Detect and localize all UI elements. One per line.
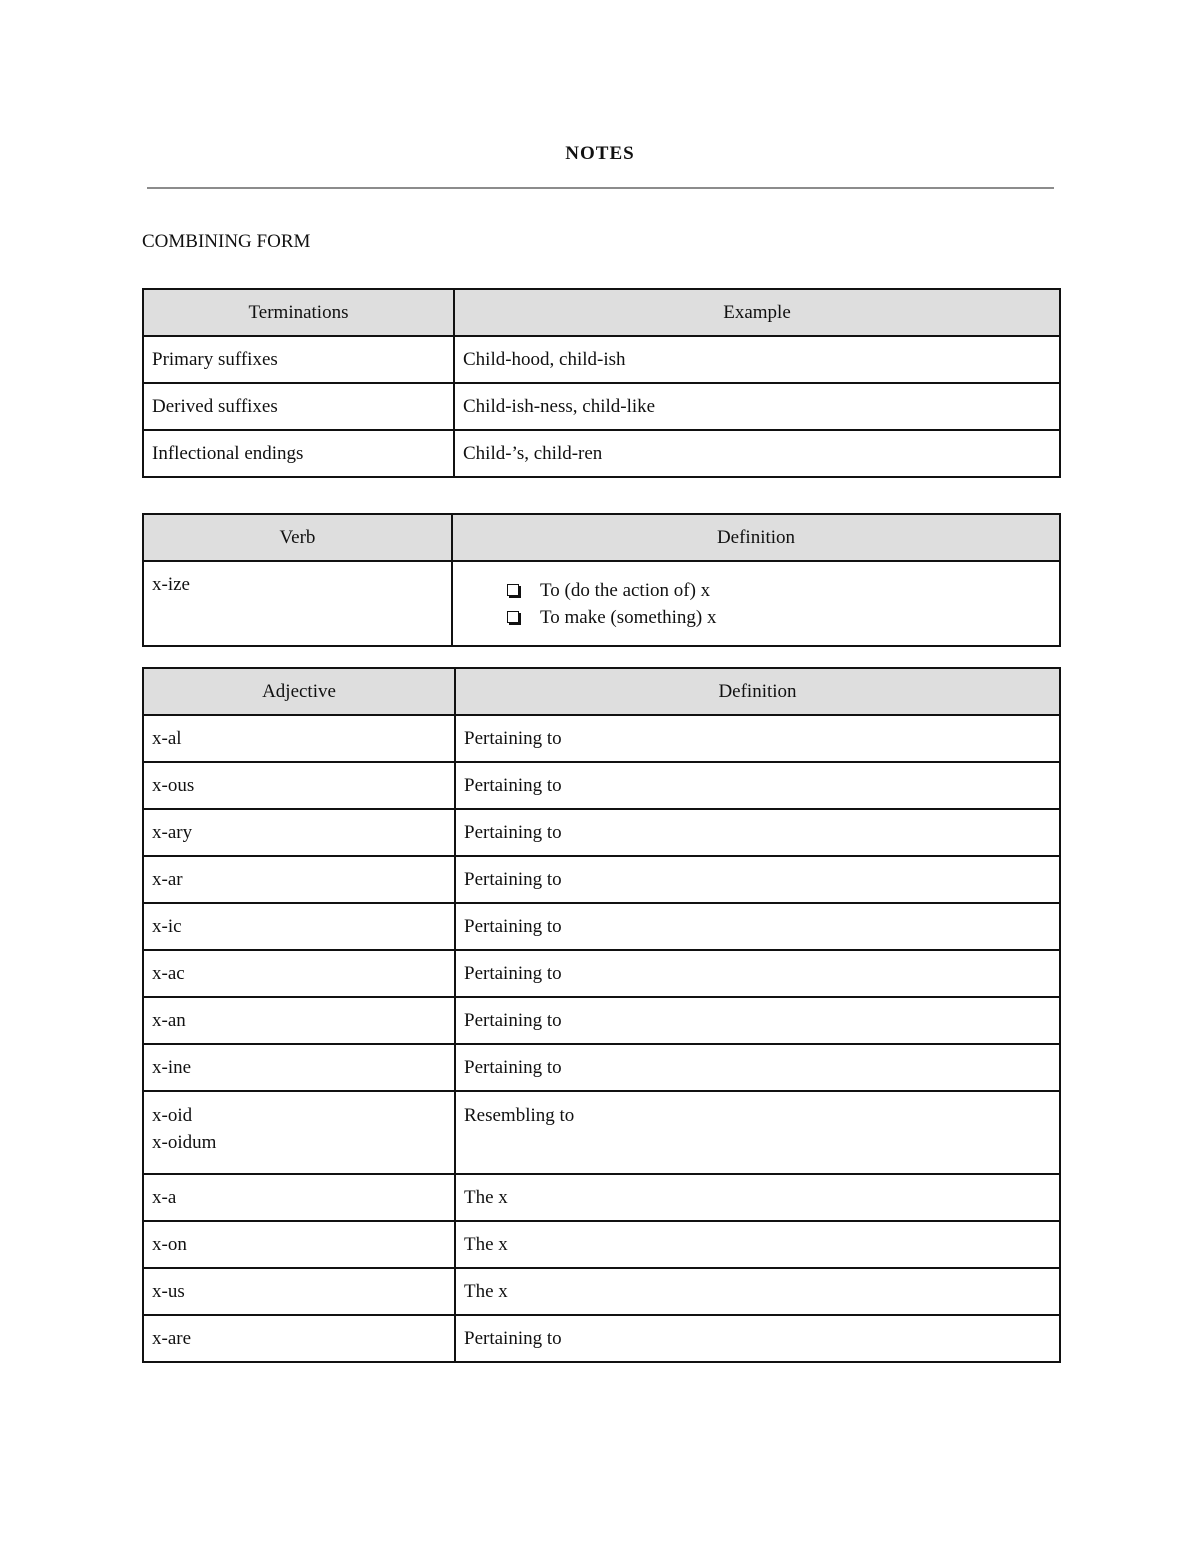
table-row: [143, 1091, 1060, 1174]
adjective-cell: x-ary: [143, 809, 455, 856]
checkbox-bullet-icon: [507, 584, 519, 596]
table-row: [143, 1315, 1060, 1362]
adjective-cell: x-ous: [143, 762, 455, 809]
table-row: [143, 430, 1060, 477]
definition-text: To make (something) x: [540, 606, 717, 628]
adjective-cell: x-ine: [143, 1044, 455, 1091]
table-row: [143, 903, 1060, 950]
header-verb: Verb: [143, 514, 452, 561]
definition-cell: Pertaining to: [455, 856, 1060, 903]
definition-cell: Pertaining to: [455, 903, 1060, 950]
example-cell: Child-hood, child-ish: [454, 336, 1060, 383]
table-header-row: [143, 514, 1060, 561]
definition-text: Resembling to: [464, 1105, 575, 1126]
adjective-alt-text: x-oidum: [152, 1132, 217, 1153]
definition-cell: The x: [455, 1174, 1060, 1221]
definition-cell: Pertaining to: [455, 1315, 1060, 1362]
definition-cell: The x: [455, 1221, 1060, 1268]
table-row: [143, 715, 1060, 762]
adjective-cell: x-on: [143, 1221, 455, 1268]
table-header-row: [143, 289, 1060, 336]
table-row: [143, 1044, 1060, 1091]
definition-list: [461, 577, 1051, 631]
termination-cell: Primary suffixes: [143, 336, 454, 383]
definition-cell: Pertaining to: [455, 715, 1060, 762]
definition-cell: Pertaining to: [455, 950, 1060, 997]
definition-cell: Pertaining to: [455, 1044, 1060, 1091]
adjective-cell: [143, 1091, 455, 1174]
header-terminations: Terminations: [143, 289, 454, 336]
adjective-table: [142, 667, 1061, 1363]
verb-text: x-ize: [152, 574, 190, 595]
header-example: Example: [454, 289, 1060, 336]
adjective-cell: x-ic: [143, 903, 455, 950]
table-row: [143, 336, 1060, 383]
termination-cell: Derived suffixes: [143, 383, 454, 430]
table-row: [143, 1268, 1060, 1315]
adjective-cell: x-us: [143, 1268, 455, 1315]
verb-cell: [143, 561, 452, 646]
title-divider: [147, 187, 1054, 189]
table-row: [143, 809, 1060, 856]
adjective-text: x-oid: [152, 1105, 193, 1126]
adjective-cell: x-are: [143, 1315, 455, 1362]
adjective-cell: x-ar: [143, 856, 455, 903]
verb-table: [142, 513, 1061, 647]
table-row: [143, 856, 1060, 903]
table-header-row: [143, 668, 1060, 715]
definition-cell: Pertaining to: [455, 997, 1060, 1044]
adjective-cell: x-ac: [143, 950, 455, 997]
table-row: [143, 383, 1060, 430]
section-label: COMBINING FORM: [142, 231, 311, 252]
definition-cell: Pertaining to: [455, 809, 1060, 856]
adjective-cell: x-an: [143, 997, 455, 1044]
terminations-table: [142, 288, 1061, 478]
definition-cell: [455, 1091, 1060, 1174]
definition-text: To (do the action of) x: [540, 579, 711, 601]
list-item: [507, 577, 1051, 604]
definition-cell: Pertaining to: [455, 762, 1060, 809]
adjective-cell: x-al: [143, 715, 455, 762]
definition-cell: [452, 561, 1060, 646]
table-row: [143, 1221, 1060, 1268]
definition-cell: The x: [455, 1268, 1060, 1315]
header-definition: Definition: [452, 514, 1060, 561]
header-adjective: Adjective: [143, 668, 455, 715]
list-item: [507, 604, 1051, 631]
adjective-cell: x-a: [143, 1174, 455, 1221]
table-row: [143, 950, 1060, 997]
table-row: [143, 1174, 1060, 1221]
termination-cell: Inflectional endings: [143, 430, 454, 477]
table-row: [143, 997, 1060, 1044]
example-cell: Child-ish-ness, child-like: [454, 383, 1060, 430]
checkbox-bullet-icon: [507, 611, 519, 623]
header-definition: Definition: [455, 668, 1060, 715]
table-row: [143, 561, 1060, 646]
table-row: [143, 762, 1060, 809]
page-title: NOTES: [565, 143, 635, 164]
example-cell: Child-’s, child-ren: [454, 430, 1060, 477]
